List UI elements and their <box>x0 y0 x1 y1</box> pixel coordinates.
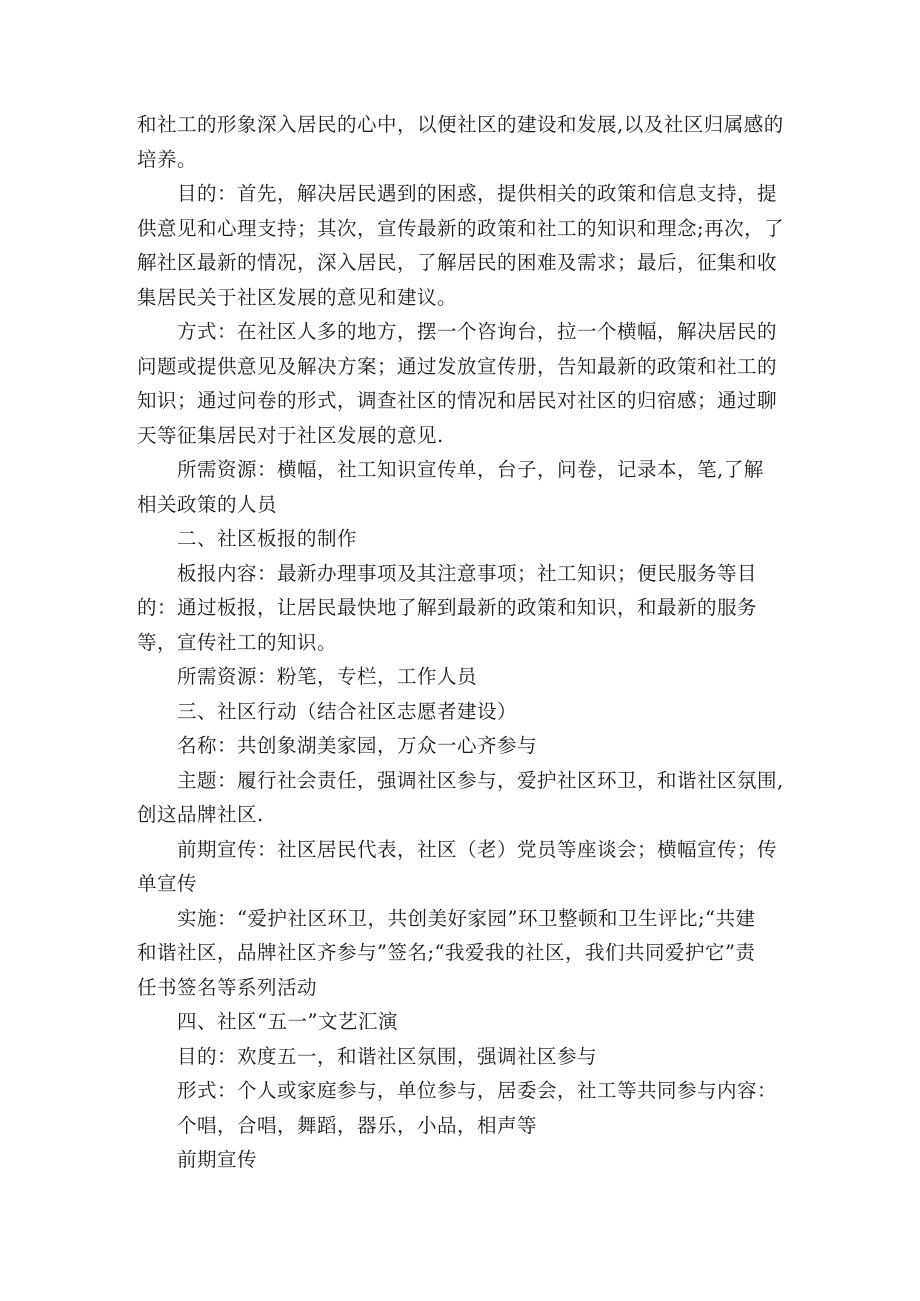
text-line: 所需资源：横幅，社工知识宣传单，台子，问卷，记录本，笔,了解 <box>177 458 764 481</box>
section-heading: 四、社区“五一”文艺汇演 <box>177 1010 398 1033</box>
text-line: 所需资源：粉笔，专栏，工作人员 <box>177 665 478 688</box>
text-line: 前期宣传：社区居民代表，社区（老）党员等座谈会；横幅宣传；传 <box>177 837 778 861</box>
text-line: 和谐社区，品牌社区齐参与”签名;“我爱我的社区，我们共同爱护它”责 <box>137 941 756 964</box>
text-line: 集居民关于社区发展的意见和建议。 <box>137 285 458 309</box>
text-line: 天等征集居民对于社区发展的意见. <box>137 423 444 447</box>
text-line: 实施：“爱护社区环卫，共创美好家园”环卫整顿和卫生评比;“共建 <box>177 906 756 930</box>
text-line: 等，宣传社工的知识。 <box>137 630 338 654</box>
text-line: 知识；通过问卷的形式，调查社区的情况和居民对社区的归宿感；通过聊 <box>137 389 778 412</box>
text-line: 培养。 <box>137 147 198 171</box>
text-line: 形式：个人或家庭参与，单位参与，居委会，社工等共同参与内容： <box>177 1079 778 1102</box>
text-line: 相关政策的人员 <box>137 492 278 516</box>
text-line: 单宣传 <box>137 872 198 895</box>
text-line: 目的：首先，解决居民遇到的困惑，提供相关的政策和信息支持，提 <box>177 182 778 205</box>
text-line: 目的：欢度五一，和谐社区氛围，强调社区参与 <box>177 1044 598 1068</box>
text-line: 创这品牌社区. <box>137 803 264 826</box>
text-line: 解社区最新的情况，深入居民，了解居民的困难及需求；最后，征集和收 <box>137 251 778 274</box>
text-line: 供意见和心理支持；其次，宣传最新的政策和社工的知识和理念;再次，了 <box>137 216 785 240</box>
document-body <box>137 108 797 1178</box>
text-line: 方式：在社区人多的地方，摆一个咨询台，拉一个横幅，解决居民的 <box>177 320 778 343</box>
text-line: 主题：履行社会责任，强调社区参与，爱护社区环卫，和谐社区氛围, <box>177 768 784 792</box>
text-line: 前期宣传 <box>177 1148 258 1171</box>
text-line: 和社工的形象深入居民的心中，以便社区的建设和发展,以及社区归属感的 <box>137 113 784 136</box>
text-line: 任书签名等系列活动 <box>137 975 318 999</box>
text-line: 名称：共创象湖美家园，万众一心齐参与 <box>177 734 538 757</box>
text-line: 的：通过板报，让居民最快地了解到最新的政策和知识，和最新的服务 <box>137 596 758 619</box>
section-heading: 三、社区行动（结合社区志愿者建设） <box>177 699 518 723</box>
text-line: 个唱，合唱，舞蹈，器乐，小品，相声等 <box>177 1113 538 1137</box>
text-line: 问题或提供意见及解决方案；通过发放宣传册，告知最新的政策和社工的 <box>137 354 778 378</box>
text-line: 板报内容：最新办理事项及其注意事项；社工知识；便民服务等目 <box>177 561 758 585</box>
section-heading: 二、社区板报的制作 <box>177 527 358 550</box>
